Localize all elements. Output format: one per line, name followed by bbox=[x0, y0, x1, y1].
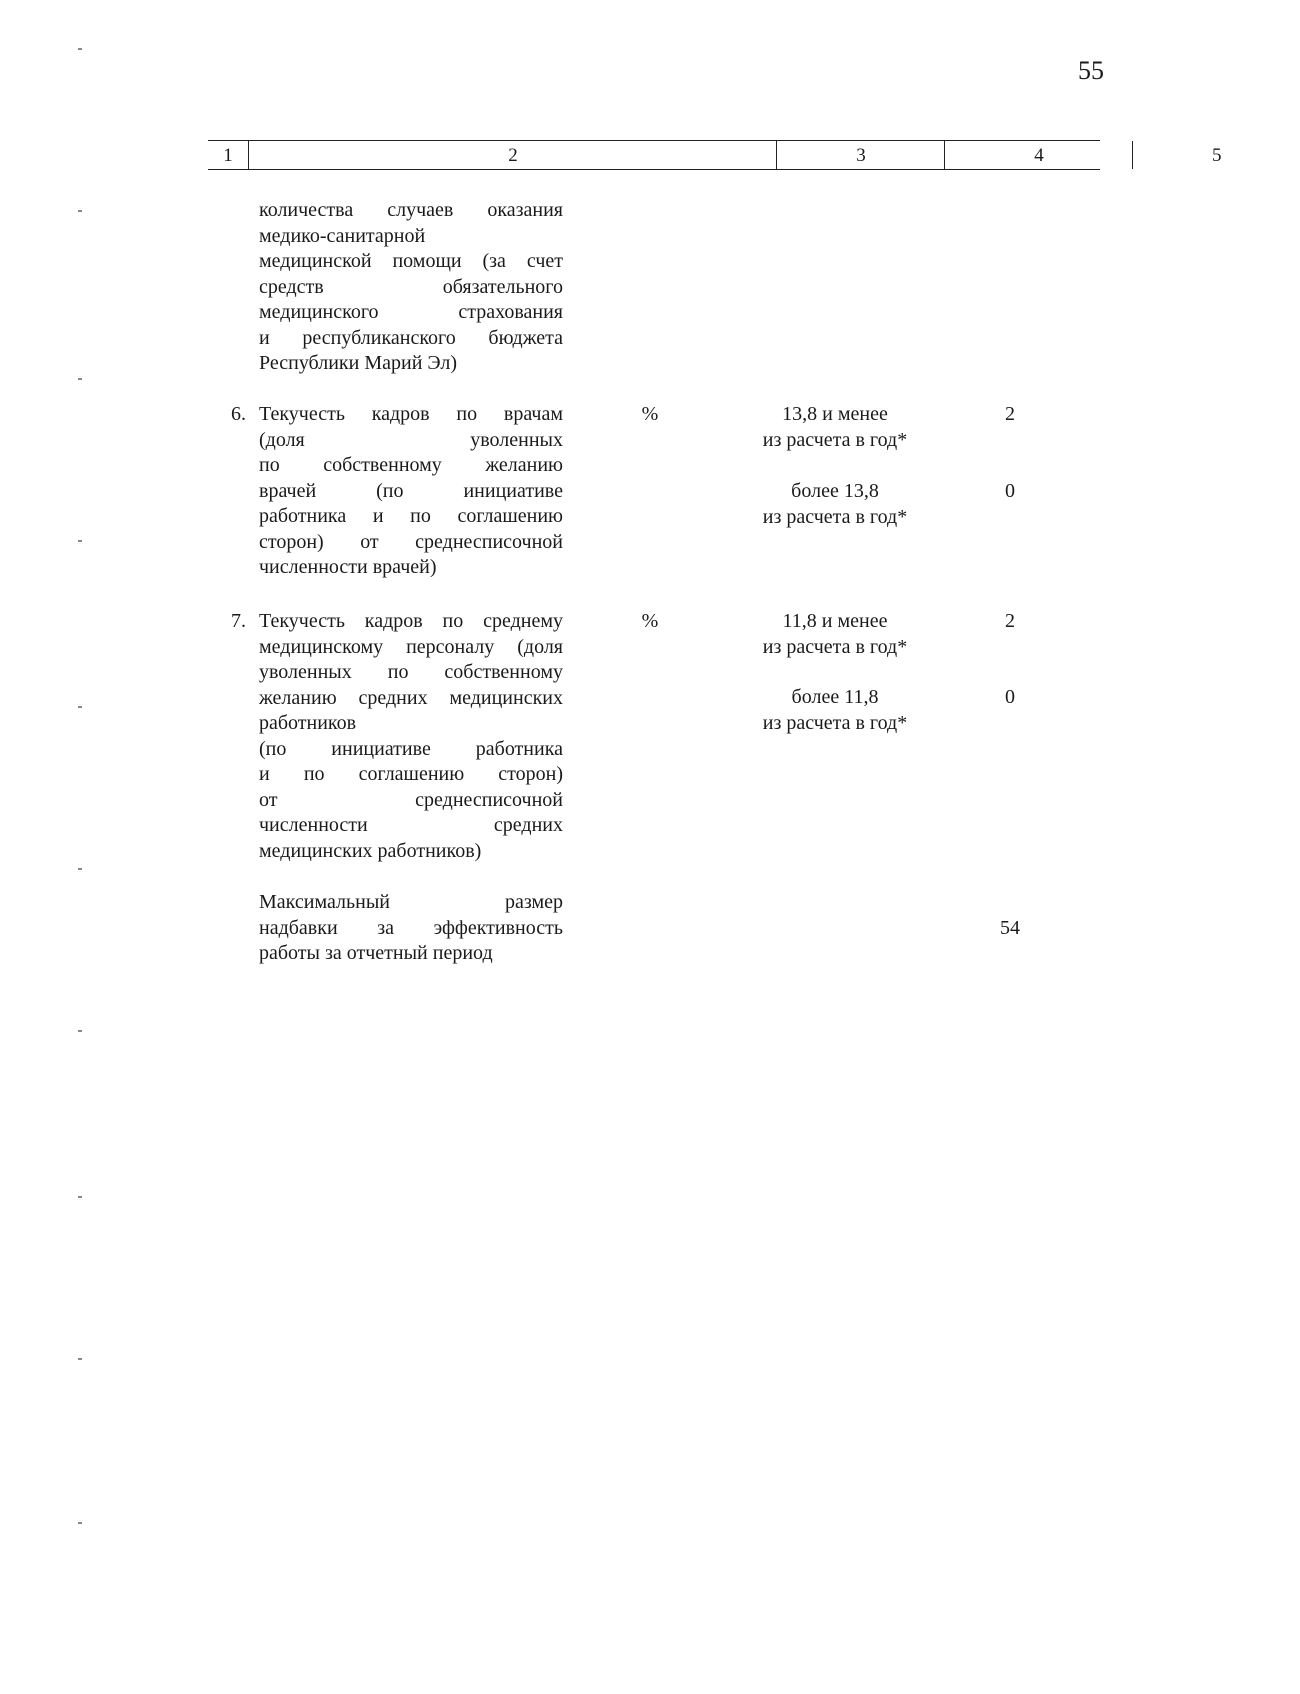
desc-line: и республиканского бюджета bbox=[259, 326, 563, 349]
desc-line: Текучесть кадров по среднему bbox=[259, 610, 563, 632]
score-value: 2 bbox=[1005, 403, 1015, 425]
criterion-2 bbox=[740, 479, 930, 530]
desc-line: по собственному желанию bbox=[259, 454, 563, 476]
scan-speck bbox=[78, 1358, 82, 1360]
desc-line: работника и по соглашению bbox=[259, 505, 563, 527]
desc-line: работы за отчетный период bbox=[259, 942, 493, 964]
header-col-1: 1 bbox=[208, 141, 249, 169]
desc-line: количества случаев оказания bbox=[259, 199, 563, 221]
criterion-value: 11,8 и менее bbox=[782, 610, 888, 632]
desc-line: средств обязательного bbox=[259, 275, 563, 298]
desc-line: медико-санитарной bbox=[259, 224, 426, 247]
criterion-value: более 13,8 bbox=[791, 480, 879, 502]
desc-line: Текучесть кадров по врачам bbox=[259, 403, 563, 425]
criterion-1 bbox=[740, 609, 930, 660]
desc-line: надбавки за эффективность bbox=[259, 916, 563, 939]
desc-line: медицинских работников) bbox=[259, 839, 482, 862]
header-col-3: 3 bbox=[778, 141, 945, 169]
criterion-period: из расчета в год* bbox=[762, 711, 908, 734]
row-number: 7. bbox=[231, 610, 246, 632]
row-number: 6. bbox=[231, 403, 246, 425]
row-description bbox=[259, 609, 563, 864]
scan-speck bbox=[78, 706, 82, 708]
table-header-row bbox=[208, 140, 1222, 170]
page-number: 55 bbox=[1078, 56, 1104, 85]
desc-line: сторон) от среднесписочной bbox=[259, 530, 563, 553]
desc-line: медицинской помощи (за счет bbox=[259, 250, 563, 272]
score-value: 2 bbox=[1005, 610, 1015, 632]
desc-line: работников bbox=[259, 712, 357, 734]
desc-line: желанию средних медицинских bbox=[259, 686, 563, 709]
desc-line: (доля уволенных bbox=[259, 428, 563, 451]
row-description bbox=[259, 890, 563, 967]
desc-line: Республики Марий Эл) bbox=[259, 352, 457, 374]
header-col-5: 5 bbox=[1212, 145, 1222, 166]
desc-line: от среднесписочной bbox=[259, 788, 563, 811]
score-value: 0 bbox=[1005, 480, 1015, 502]
continuation-description bbox=[259, 198, 563, 377]
scan-speck bbox=[78, 378, 82, 380]
criterion-2 bbox=[740, 685, 930, 736]
desc-line: (по инициативе работника bbox=[259, 737, 563, 760]
scan-speck bbox=[78, 1030, 82, 1032]
desc-line: медицинскому персоналу (доля bbox=[259, 635, 563, 658]
unit-of-measure: % bbox=[641, 610, 659, 632]
desc-line: медицинского страхования bbox=[259, 301, 563, 323]
header-col-4: 4 bbox=[946, 141, 1133, 169]
desc-line: численности средних bbox=[259, 814, 563, 836]
desc-line: Максимальный размер bbox=[259, 891, 563, 913]
criterion-value: более 11,8 bbox=[791, 686, 879, 708]
header-col-2: 2 bbox=[250, 141, 777, 169]
desc-line: уволенных по собственному bbox=[259, 661, 563, 683]
scan-speck bbox=[78, 48, 82, 50]
score-value: 0 bbox=[1005, 686, 1015, 708]
scan-speck bbox=[78, 1522, 82, 1524]
unit-of-measure: % bbox=[641, 403, 659, 425]
row-description bbox=[259, 402, 563, 581]
criterion-1 bbox=[740, 402, 930, 453]
criterion-period: из расчета в год* bbox=[762, 505, 908, 528]
max-score-value: 54 bbox=[1000, 917, 1020, 939]
desc-line: и по соглашению сторон) bbox=[259, 763, 563, 785]
scan-speck bbox=[78, 540, 82, 542]
scan-speck bbox=[78, 868, 82, 870]
scan-speck bbox=[78, 210, 82, 212]
criterion-period: из расчета в год* bbox=[762, 635, 908, 658]
desc-line: врачей (по инициативе bbox=[259, 479, 563, 502]
desc-line: численности врачей) bbox=[259, 556, 437, 578]
criterion-period: из расчета в год* bbox=[762, 428, 908, 451]
scan-speck bbox=[78, 1196, 82, 1198]
criterion-value: 13,8 и менее bbox=[782, 403, 888, 425]
